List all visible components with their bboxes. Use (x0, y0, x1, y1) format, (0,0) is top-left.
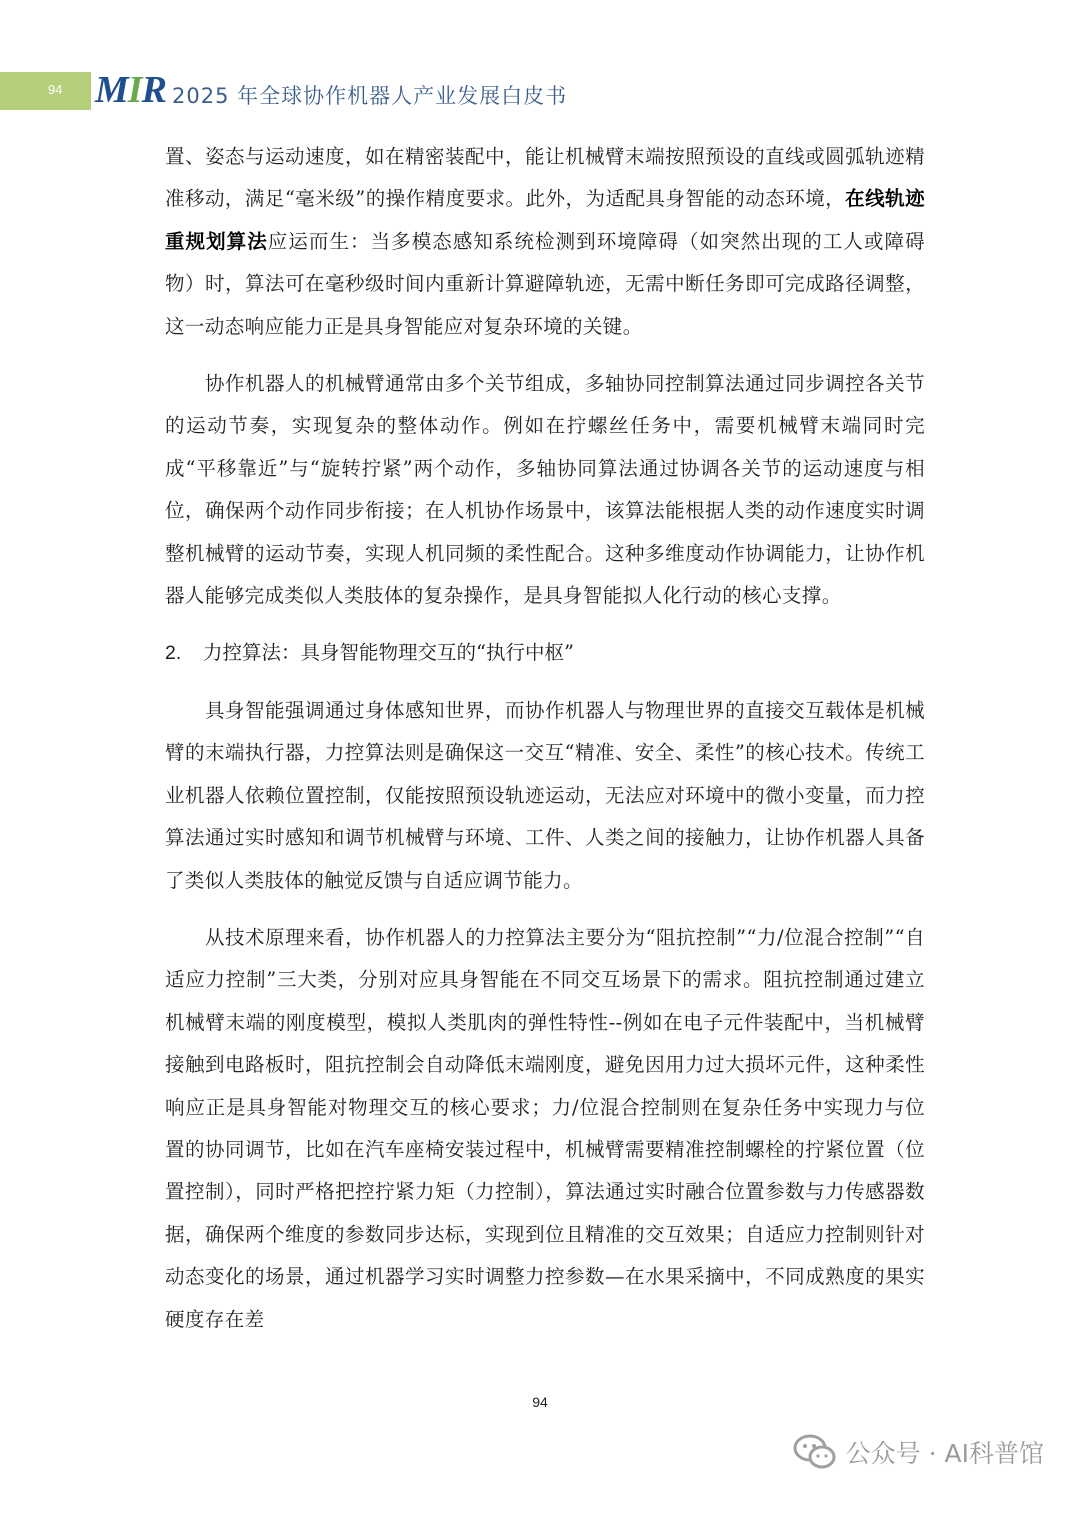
header-page-tab (0, 72, 91, 110)
paragraph-3: 具身智能强调通过身体感知世界，而协作机器人与物理世界的直接交互载体是机械臂的末端执行器，力控算法则是确保这一交互“精准、安全、柔性”的核心技术。传统工业机器人依赖位置控制，仅能按照预设轨迹运动，无法应对环境中的微小变量，而力控算法通过实时感知和调节机械臂与环境、工件、人类之间的接触力，让协作机器人具备了类似人类肢体的触觉反馈与自适应调节能力。 (165, 698, 925, 892)
wechat-icon (792, 1433, 838, 1471)
watermark (792, 1430, 1044, 1474)
footer-page-number: 94 (532, 1394, 548, 1410)
section-heading: 2. 力控算法：具身智能物理交互的“执行中枢” (165, 641, 574, 665)
watermark-text: 公众号 · AI科普馆 (845, 1439, 1044, 1468)
mir-logo: MIR (95, 69, 166, 111)
document-title: 2025 年全球协作机器人产业发展白皮书 (172, 84, 568, 108)
paragraph-1: 置、姿态与运动速度，如在精密装配中，能让机械臂末端按照预设的直线或圆弧轨迹精准移动，满足“毫米级”的操作精度要求。此外，为适配具身智能的动态环境，在线轨迹重规划算法应运而生：当多模态感知系统检测到环境障碍（如突然出现的工人或障碍物）时，算法可在毫秒级时间内重新计算避障轨迹，无需中断任务即可完成路径调整，这一动态响应能力正是具身智能应对复杂环境的关键。 (165, 145, 925, 338)
page-body (165, 136, 925, 1341)
bold-term: 在线轨迹重规划算法 (165, 187, 925, 253)
header-page-number: 94 (48, 82, 63, 97)
paragraph-2: 协作机器人的机械臂通常由多个关节组成，多轴协同控制算法通过同步调控各关节的运动节奏，实现复杂的整体动作。例如在拧螺丝任务中，需要机械臂末端同时完成“平移靠近”与“旋转拧紧”两个动作，多轴协同算法通过协调各关节的运动速度与相位，确保两个动作同步衔接；在人机协作场景中，该算法能根据人类的动作速度实时调整机械臂的运动节奏，实现人机同频的柔性配合。这种多维度动作协调能力，让协作机器人能够完成类似人类肢体的复杂操作，是具身智能拟人化行动的核心支撑。 (165, 372, 925, 608)
paragraph-4: 从技术原理来看，协作机器人的力控算法主要分为“阻抗控制”“力/位混合控制”“自适应力控制”三大类，分别对应具身智能在不同交互场景下的需求。阻抗控制通过建立机械臂末端的刚度模型，模拟人类肌肉的弹性特性--例如在电子元件装配中，当机械臂接触到电路板时，阻抗控制会自动降低末端刚度，避免因用力过大损坏元件，这种柔性响应正是具身智能对物理交互的核心要求；力/位混合控制则在复杂任务中实现力与位置的协同调节，比如在汽车座椅安装过程中，机械臂需要精准控制螺栓的拧紧位置（位置控制），同时严格把控拧紧力矩（力控制），算法通过实时融合位置参数与力传感器数据，确保两个维度的参数同步达标，实现到位且精准的交互效果；自适应力控制则针对动态变化的场景，通过机器学习实时调整力控参数—在水果采摘中，不同成熟度的果实硬度存在差 (165, 925, 925, 1331)
